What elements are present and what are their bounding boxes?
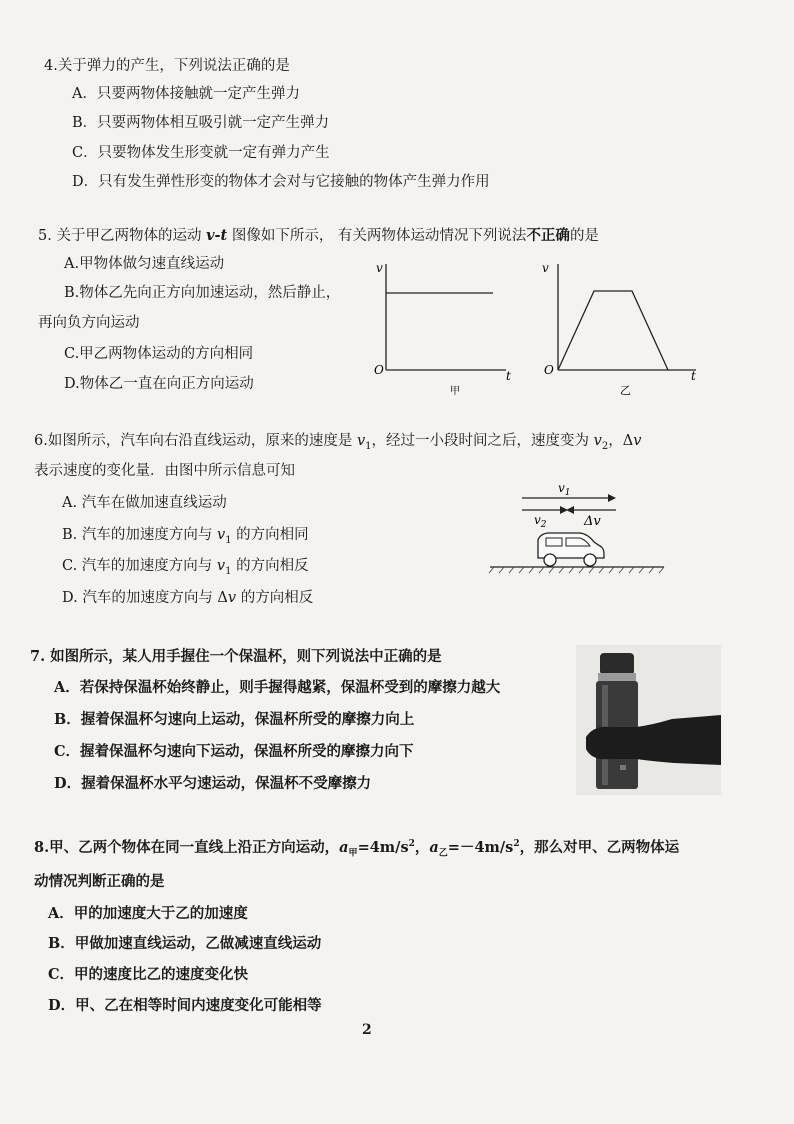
graph-caption-jia: 甲 <box>450 386 460 397</box>
question-4-option-c: C．只要物体发生形变就一定有弹力产生 <box>72 145 330 161</box>
question-5-option-d: D.物体乙一直在向正方向运动 <box>64 376 254 392</box>
question-8-stem <box>34 834 679 864</box>
subscript: 乙 <box>438 848 448 859</box>
question-8-option-b: B．甲做加速直线运动，乙做减速直线运动 <box>48 935 322 952</box>
var-a: a <box>429 838 439 856</box>
subscript: 甲 <box>348 848 358 859</box>
stem-text: ，那么对甲、乙两物体运 <box>519 838 680 856</box>
thermos-detail <box>620 765 626 770</box>
thermos-ring <box>598 673 636 681</box>
stem-text: 8.甲、乙两个物体在同一直线上沿正方向运动， <box>34 838 340 856</box>
option-text: B. 汽车的加速度方向与 <box>62 527 217 543</box>
question-8-option-a: A．甲的加速度大于乙的加速度 <box>48 905 248 922</box>
origin-label: O <box>374 363 384 377</box>
question-6-option-a: A. 汽车在做加速直线运动 <box>62 495 227 511</box>
delta-v-label: Δv <box>584 514 601 529</box>
stem-text: ，经过一小段时间之后，速度变为 <box>371 433 594 449</box>
emphasis-not-correct: 不正确 <box>526 227 570 244</box>
option-text: C. 汽车的加速度方向与 <box>62 558 217 574</box>
subscript: 1 <box>225 534 232 546</box>
question-4-stem: 4.关于弹力的产生，下列说法正确的是 <box>44 58 290 74</box>
car-wheel <box>584 554 596 566</box>
superscript: 2 <box>513 839 520 849</box>
question-7-option-a: A．若保持保温杯始终静止，则手握得越紧，保温杯受到的摩擦力越大 <box>54 679 501 696</box>
subscript: 2 <box>601 440 609 452</box>
question-6-stem <box>34 431 641 457</box>
question-7-option-d: D．握着保温杯水平匀速运动，保温杯不受摩擦力 <box>54 775 372 792</box>
v2-label: $v_2$ <box>534 513 547 530</box>
subscript: 1 <box>365 440 372 452</box>
velocity-line-yi <box>558 291 668 370</box>
page-number: 2 <box>362 1022 372 1038</box>
question-6-option-b <box>62 525 309 551</box>
axis-label-v: v <box>376 261 383 275</box>
var-v: v <box>216 558 226 574</box>
option-text: 的方向相同 <box>231 527 309 543</box>
stem-text: ，Δ <box>608 433 634 449</box>
question-4-option-d: D．只有发生弹性形变的物体才会对与它接触的物体产生弹力作用 <box>72 174 490 190</box>
value: =4m/s <box>357 838 409 856</box>
question-5-option-b-continued: 再向负方向运动 <box>38 315 140 331</box>
value: =－4m/s <box>447 838 514 856</box>
question-6-option-c <box>62 556 309 582</box>
thermos-cap <box>600 653 634 675</box>
var-v: v <box>593 433 602 449</box>
question-5-option-a: A.甲物体做匀速直线运动 <box>64 256 225 272</box>
var-a: a <box>339 838 349 856</box>
car-wheel <box>544 554 556 566</box>
var-v: v <box>216 527 226 543</box>
thermos-hand-photo <box>576 645 721 795</box>
stem-text: 图像如下所示， 有关两物体运动情况下列说法 <box>227 228 527 244</box>
question-4-option-b: B．只要两物体相互吸引就一定产生弹力 <box>72 115 330 131</box>
subscript: 1 <box>225 565 232 577</box>
option-text: D. 汽车的加速度方向与 Δ <box>62 590 228 606</box>
origin-label: O <box>544 363 554 377</box>
question-7-option-c: C．握着保温杯匀速向下运动，保温杯所受的摩擦力向下 <box>54 743 414 760</box>
stem-text: 5. 关于甲乙两物体的运动 <box>38 228 207 244</box>
question-8-option-d: D．甲、乙在相等时间内速度变化可能相等 <box>48 997 322 1014</box>
question-4-option-a: A．只要两物体接触就一定产生弹力 <box>72 86 300 102</box>
axis-label-t: t <box>506 369 511 383</box>
v1-label: $v_1$ <box>558 481 571 498</box>
question-5-option-c: C.甲乙两物体运动的方向相同 <box>64 346 254 362</box>
ground-hatching <box>489 567 664 573</box>
axis-label-t: t <box>691 369 696 383</box>
question-6-option-d <box>62 588 313 608</box>
option-text: 的方向相反 <box>231 558 309 574</box>
question-5-option-b: B.物体乙先向正方向加速运动，然后静止， <box>64 285 341 301</box>
vt-graph-jia <box>366 256 516 401</box>
vt-label: v-t <box>206 227 228 244</box>
question-7-option-b: B．握着保温杯匀速向上运动，保温杯所受的摩擦力向上 <box>54 711 415 728</box>
superscript: 2 <box>408 839 415 849</box>
question-6-stem-line2: 表示速度的变化量．由图中所示信息可知 <box>34 463 295 479</box>
stem-text: 的是 <box>569 228 599 244</box>
arrowhead <box>608 494 616 502</box>
axis-label-v: v <box>542 261 549 275</box>
stem-text: 6.如图所示，汽车向右沿直线运动，原来的速度是 <box>34 433 357 449</box>
var-v: v <box>633 433 642 449</box>
var-v: v <box>356 433 366 449</box>
option-text: 的方向相反 <box>236 590 314 606</box>
vt-graph-yi <box>536 256 706 401</box>
question-8-stem-line2: 动情况判断正确的是 <box>34 873 165 890</box>
question-8-option-c: C．甲的速度比乙的速度变化快 <box>48 966 249 983</box>
separator: ， <box>414 838 430 856</box>
var-v: v <box>227 590 237 606</box>
question-7-stem: 7. 如图所示，某人用手握住一个保温杯，则下列说法中正确的是 <box>30 648 442 665</box>
question-5-stem <box>38 226 599 246</box>
car-velocity-diagram <box>488 478 668 578</box>
graph-caption-yi: 乙 <box>620 384 631 397</box>
arrowhead <box>566 506 574 514</box>
